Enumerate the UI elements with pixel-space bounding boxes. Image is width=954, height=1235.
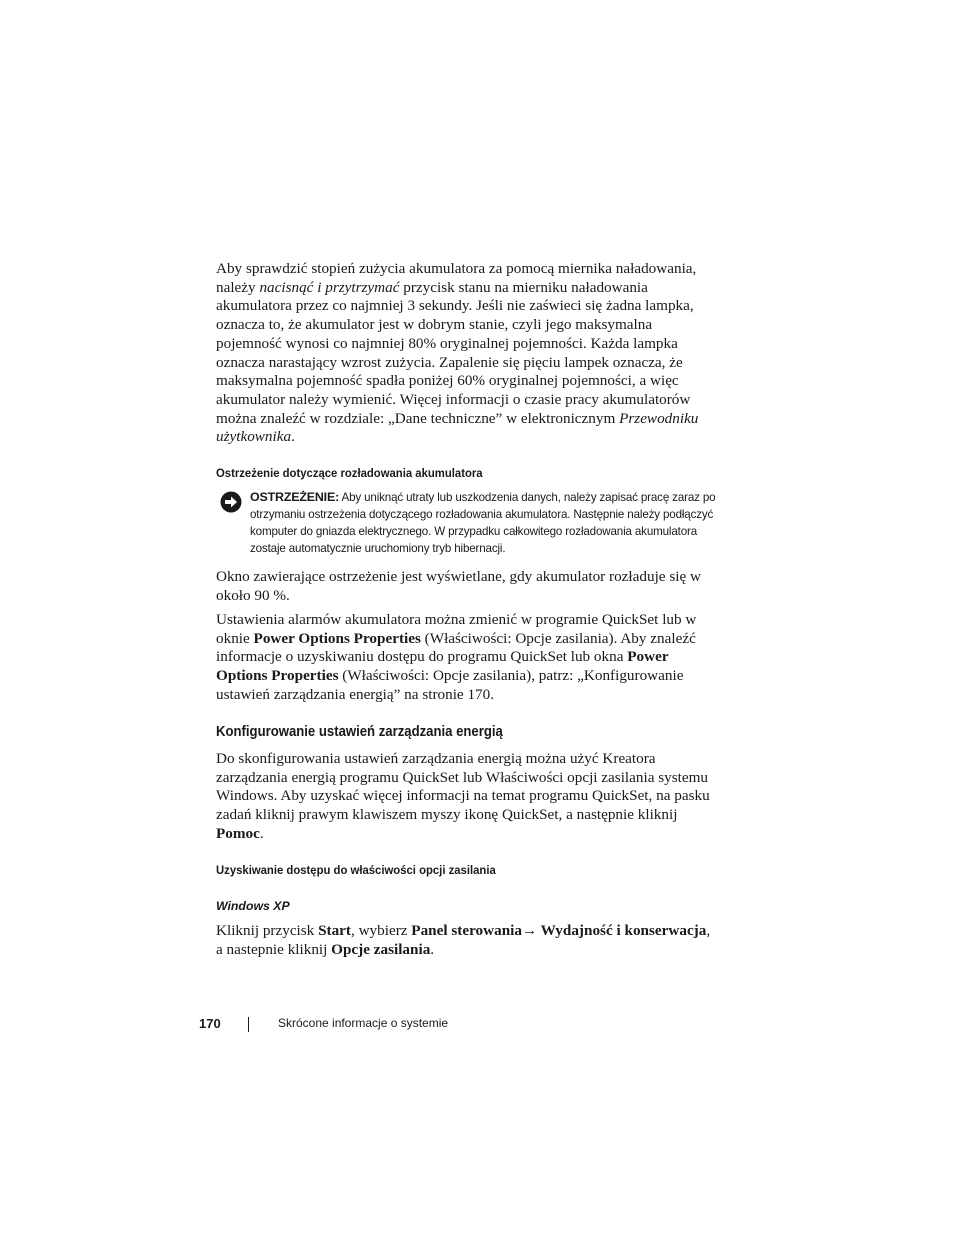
emphasis-press-and-hold: nacisnąć i przytrzymać [259, 278, 400, 296]
warning-label: OSTRZEŻENIE: [250, 490, 340, 504]
text-run: . [259, 824, 264, 842]
paragraph-battery-wear [216, 260, 716, 447]
heading-windows-xp: Windows XP [216, 899, 290, 913]
bold-power-options-properties: Power Options Properties [216, 648, 669, 685]
text-run: (Właściwości: Opcje zasilania), patrz: „Konfigurowanie ustawień zarządzania energią” na stronie 170. [216, 667, 684, 703]
warning-arrow-icon [220, 491, 242, 513]
heading-access-power-options: Uzyskiwanie dostępu do właściwości opcji zasilania [216, 863, 496, 877]
paragraph-warning-window: Okno zawierające ostrzeżenie jest wyświetlane, gdy akumulator rozładuje się w około 90 %. [216, 568, 701, 604]
bold-start: Start [318, 922, 351, 939]
bold-power-options-properties: Power Options Properties [253, 629, 421, 647]
text-run: Ustawienia alarmów akumulatora można zmienić w programie QuickSet lub w oknie [216, 611, 697, 647]
paragraph-windows-xp-steps [216, 922, 716, 959]
text-run: . [430, 940, 435, 958]
warning-body: Aby uniknąć utraty lub uszkodzenia danych, należy zapisać pracę zaraz po otrzymaniu ostrzeżenia dotyczącego rozładowania akumulatora. Następnie należy podłączyć komputer do gniazda elektrycznego. W przypadku całkowitego rozładowania akumulatora zostaje automatycznie uruchomiony tryb hibernacji. [250, 491, 716, 555]
heading-power-management: Konfigurowanie ustawień zarządzania energią [216, 724, 503, 740]
heading-battery-low-warning: Ostrzeżenie dotyczące rozładowania akumulatora [216, 466, 483, 480]
bold-help: Pomoc [216, 824, 260, 842]
text-run: Kliknij przycisk [216, 922, 319, 939]
text-run: Do skonfigurowania ustawień zarządzania energią można użyć Kreatora zarządzania energią programu QuickSet lub Właściwości opcji zasilania systemu Windows. Aby uzyskać więcej informacji na temat programu QuickSet, na pasku zadań kliknij prawym klawiszem myszy ikonę QuickSet, a następnie kliknij [216, 750, 710, 824]
text-run: , wybierz [350, 922, 412, 939]
text-run: Aby sprawdzić stopień zużycia akumulatora za pomocą miernika naładowania, należy [216, 260, 697, 296]
footer-divider [248, 1017, 249, 1032]
paragraph-alarm-settings [216, 611, 716, 705]
warning-text [250, 489, 720, 557]
text-run: przycisk stanu na mierniku naładowania akumulatora przez co najmniej 3 sekundy. Jeśli nie zaświeci się żadna lampka, oznacza to, że akumulator jest w dobrym stanie, czyli jego maksymalna pojemność wynosi co najmniej 80% oryginalnej pojemności. Każda lampka oznacza narastający wzrost zużycia. Zapalenie się pięciu lampek oznacza, że maksymalna pojemność spadła poniżej 60% oryginalnej pojemności, a więc akumulator należy wymienić. Więcej informacji o czasie pracy akumulatorów można znaleźć w rozdziale: „Dane techniczne” w elektronicznym [216, 278, 694, 427]
bold-power-options: Opcje zasilania [331, 940, 431, 958]
footer-title: Skrócone informacje o systemie [278, 1016, 449, 1030]
page-number: 170 [199, 1016, 221, 1031]
arrow-icon: → [521, 922, 538, 939]
text-run: , a nastepnie kliknij [216, 922, 711, 958]
text-run: . [291, 428, 295, 446]
bold-control-panel: Panel sterowania [411, 922, 522, 939]
emphasis-user-guide: Przewodniku użytkownika [216, 409, 699, 446]
text-run: (Właściwości: Opcje zasilania). Aby znaleźć informacje o uzyskiwaniu dostępu do programu QuickSet lub okna [216, 629, 696, 666]
paragraph-configure-power [216, 750, 716, 844]
bold-performance-maintenance: Wydajność i konserwacja [537, 922, 707, 939]
